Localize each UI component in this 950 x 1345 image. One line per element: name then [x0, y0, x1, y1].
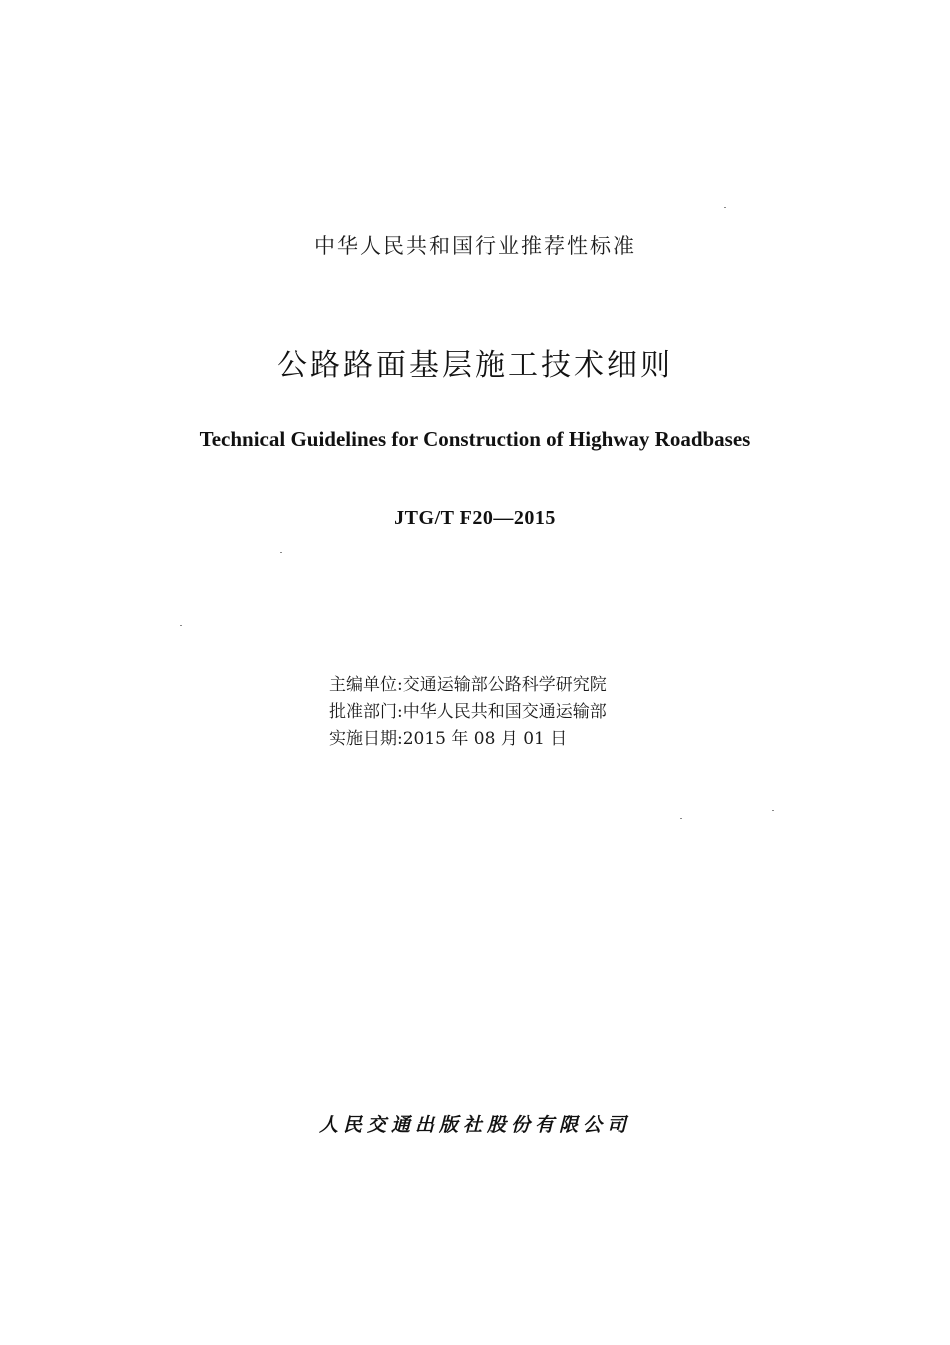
scan-speck	[180, 625, 182, 626]
standard-code: JTG/T F20—2015	[394, 507, 556, 529]
scan-speck	[280, 552, 282, 553]
approving-department: 批准部门:中华人民共和国交通运输部	[329, 702, 607, 722]
publisher-name: 人民交通出版社股份有限公司	[318, 1114, 631, 1136]
scan-speck	[680, 818, 682, 819]
document-title-chinese: 公路路面基层施工技术细则	[277, 348, 673, 383]
scan-speck	[772, 810, 774, 811]
standard-series-title: 中华人民共和国行业推荐性标准	[314, 234, 636, 258]
document-info-block	[329, 672, 607, 753]
effective-date: 实施日期:2015 年 08 月 01 日	[329, 729, 568, 749]
document-title-english: Technical Guidelines for Construction of Highway Roadbases	[199, 427, 751, 451]
editor-unit: 主编单位:交通运输部公路科学研究院	[329, 675, 607, 695]
scan-speck	[724, 207, 726, 208]
